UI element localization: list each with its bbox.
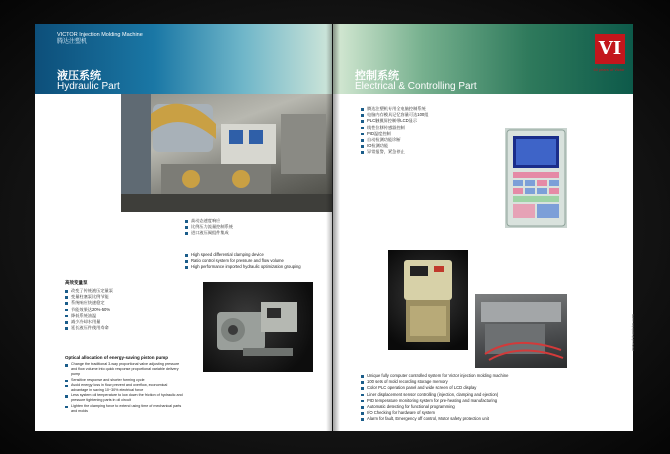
list-item: 降低系统油温 <box>65 313 183 319</box>
list-item: 节能效果达20%-50% <box>65 307 183 313</box>
list-item: PID temperature monitoring system for pre-heating and manufacturing <box>361 398 508 404</box>
right-section-title-cn: 控制系统 <box>355 70 399 82</box>
hydraulic-bullets-en <box>185 252 301 271</box>
brand-cn: 腾达注塑机 <box>57 39 88 45</box>
list-item: 比例压力流量控制系统 <box>185 224 233 230</box>
website-url: www.chinavictor.com <box>630 314 635 352</box>
list-item: Avoid energy loss in flow prevent and overflow, economical advantage in saving 10~30% electrical force <box>65 383 183 393</box>
list-item: 电脑内存模具记忆容量可达100组 <box>361 112 428 118</box>
pump-bullets-cn <box>65 288 183 331</box>
list-item: Automatic detecting for functional programming <box>361 404 508 410</box>
list-item: 变量柱塞泵比例节能 <box>65 294 183 300</box>
lubrication-unit-photo <box>388 250 468 350</box>
list-item: 系统响应快速稳定 <box>65 300 183 306</box>
mold-clamp-photo <box>475 294 567 368</box>
pump-photo <box>203 282 313 372</box>
list-item: 腾达注塑机专用全电脑控制系统 <box>361 106 428 112</box>
list-item: 减少冷却水用量 <box>65 319 183 325</box>
list-item: 延长液压件使用寿命 <box>65 325 183 331</box>
mold-clamp-illustration <box>475 294 567 368</box>
hydraulic-photo-illustration <box>121 94 332 212</box>
control-bullets-en <box>361 373 508 423</box>
pump-photo-illustration <box>203 282 313 372</box>
list-item: 进口液压阀组件集成 <box>185 230 233 236</box>
control-panel-illustration <box>505 128 567 228</box>
list-item: Alarm for fault, Emergency off control, Motor safety protection unit <box>361 416 508 422</box>
list-item: Lighten the clamping force to extend using time of mechanical parts and molds <box>65 404 183 414</box>
list-item: I/O Checking for hardware of system <box>361 410 508 416</box>
list-item: PID温度控制 <box>361 131 428 137</box>
list-item: IO检测功能 <box>361 143 428 149</box>
right-page <box>333 24 633 431</box>
list-item: Less system oil temperature to low down the friction of hydraulic and pressure tightening parts in oil circuit <box>65 393 183 403</box>
control-panel-photo <box>505 128 567 228</box>
list-item: High performance imported hydraulic optimization grouping <box>185 264 301 270</box>
book-spine-shadow <box>326 24 340 431</box>
lubrication-unit-illustration <box>388 250 468 350</box>
left-section-title-en: Hydraulic Part <box>57 81 120 92</box>
hydraulic-photo <box>121 94 332 212</box>
list-item: 异常报警，紧急停止 <box>361 149 428 155</box>
control-bullets-cn <box>361 106 428 156</box>
list-item: 高动态速度响应 <box>185 218 233 224</box>
list-item: High speed differential clamping device <box>185 252 301 258</box>
pump-heading-cn: 高效变量泵 <box>65 280 88 285</box>
logo-caption: 50 years of Victor <box>593 67 625 72</box>
hydraulic-bullets-cn <box>185 218 233 237</box>
list-item: 自动检测功能诊断 <box>361 137 428 143</box>
list-item: PLC触摸屏控制带LCD显示 <box>361 118 428 124</box>
list-item: Sensitive response and shorter forming cycle <box>65 378 183 383</box>
left-section-title-cn: 液压系统 <box>57 70 101 82</box>
pump-bullets-en <box>65 362 183 414</box>
right-section-title-en: Electrical & Controlling Part <box>355 81 477 92</box>
left-page <box>35 24 332 431</box>
brand-block <box>57 32 143 46</box>
list-item: Ratio control system for pressure and flow volume <box>185 258 301 264</box>
brand-en: VICTOR Injection Molding Machine <box>57 32 143 38</box>
list-item: 改变了传统液压定量泵 <box>65 288 183 294</box>
list-item: 线性位移传感器控制 <box>361 125 428 131</box>
pump-heading-en: Optical allocation of energy-saving piston pump <box>65 355 169 360</box>
list-item: 100 sets of mold recording storage memory <box>361 379 508 385</box>
list-item: Liner displacement sensor controlling (injection, clamping and ejection) <box>361 392 508 398</box>
list-item: Unique fully computer controlled system for Victor injection molding machine <box>361 373 508 379</box>
victor-logo: VI <box>595 34 625 64</box>
list-item: Color PLC operation panel and wide screen of LCD display <box>361 385 508 391</box>
list-item: Change the traditional 3-way proportional valve adjusting pressure and flow volume into quick response proportional variable delivery pump <box>65 362 183 378</box>
